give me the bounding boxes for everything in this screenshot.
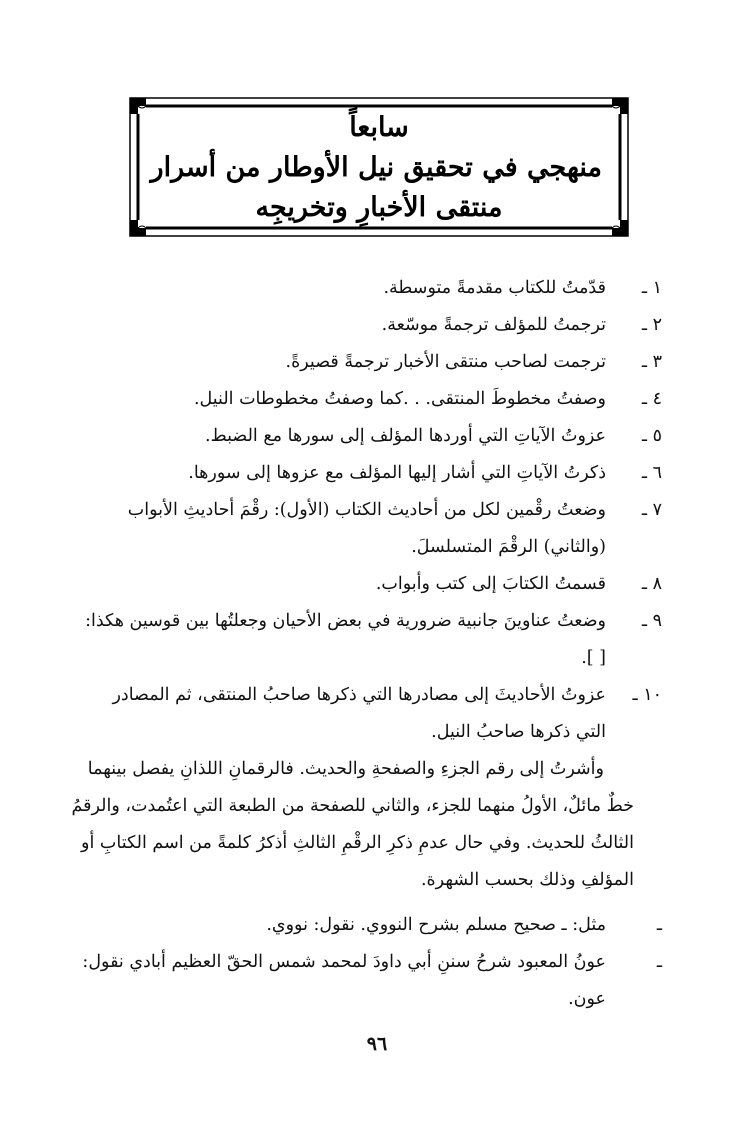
item-number: ١ ـ: [641, 278, 662, 298]
bullet-dash: ـ: [656, 952, 662, 972]
list-item: [62, 307, 662, 344]
item-number: ٧ ـ: [641, 500, 662, 520]
item-text: ترجمت لصاحب منتقى الأخبار ترجمةً قصيرةً.: [285, 352, 606, 372]
bullet-item: [62, 944, 662, 1018]
item-number: ١٠ ـ: [632, 685, 662, 705]
item-text-continued: [ ].: [581, 648, 606, 668]
list-item: [62, 603, 662, 677]
page-number: ٩٦: [366, 1033, 388, 1055]
chapter-title: [150, 108, 602, 228]
item-number: ٢ ـ: [641, 315, 662, 335]
item-number: ٤ ـ: [641, 389, 662, 409]
item-number: ٥ ـ: [641, 426, 662, 446]
item-text: عزوتُ الآياتِ التي أوردها المؤلف إلى سورها مع الضبط.: [204, 426, 606, 446]
item-number: ٦ ـ: [641, 463, 662, 483]
title-line-1: سابعاً: [349, 112, 409, 143]
bullet-text-continued: عون.: [568, 989, 606, 1009]
item-text: وضعتُ عناوينَ جانبية ضرورية في بعض الأحيان وجعلتُها بين قوسين هكذا:: [85, 611, 606, 631]
paragraph-line: خطٌ مائلٌ، الأولُ منهما للجزء، والثاني للصفحة من الطبعة التي اعتُمدت، والرقمُ: [71, 796, 634, 816]
title-line-2: منهجي في تحقيق نيل الأوطار من أسرار: [150, 152, 602, 183]
item-number: ٣ ـ: [641, 352, 662, 372]
item-text: وصفتُ مخطوطَ المنتقى. . .كما وصفتُ مخطوطات النيل.: [193, 389, 606, 409]
paragraph-line: الثالثُ للحديث. وفي حال عدمِ ذكرِ الرقْمِ الثالثِ أذكرُ كلمةً من اسم الكتابِ أو: [81, 833, 634, 853]
list-item: [62, 455, 662, 492]
bullet-dash: ـ: [656, 915, 662, 935]
paragraph-line: وأشرتُ إلى رقم الجزءِ والصفحةِ والحديث. فالرقمانِ اللذانِ يفصل بينهما: [87, 759, 604, 779]
title-line-3: منتقى الأخبارِ وتخريجِه: [255, 192, 503, 223]
list-item: [62, 566, 662, 603]
item-text: عزوتُ الأحاديثَ إلى مصادرها التي ذكرها صاحبُ المنتقى، ثم المصادر: [112, 685, 606, 705]
item-text: ذكرتُ الآياتِ التي أشار إليها المؤلف مع عزوها إلى سورها.: [188, 463, 606, 483]
item-number: ٩ ـ: [641, 611, 662, 631]
paragraph-line: المؤلفِ وذلك بحسب الشهرة.: [420, 870, 634, 890]
bullet-item: [62, 907, 662, 944]
item-text: وضعتُ رقْمين لكل من أحاديث الكتاب (الأول): رقْمَ أحاديثِ الأبواب: [127, 500, 606, 520]
item-text-continued: التي ذكرها صاحبُ النيل.: [431, 722, 606, 742]
item-text: قدّمتُ للكتاب مقدمةً متوسطة.: [383, 278, 606, 298]
item-text-continued: (والثاني) الرقْمَ المتسلسلَ.: [411, 537, 606, 557]
item-text: قسمتُ الكتابَ إلى كتب وأبواب.: [375, 574, 606, 594]
list-item: [62, 344, 662, 381]
list-item: [62, 492, 662, 566]
bullet-text: عونُ المعبود شرحُ سننِ أبي داودَ لمحمد شمس الحقّ العظيم أبادي نقول:: [82, 952, 606, 972]
page-body: [62, 270, 662, 1018]
list-item: [62, 677, 662, 751]
item-number: ٨ ـ: [641, 574, 662, 594]
body-paragraph: [62, 751, 662, 899]
list-item: [62, 418, 662, 455]
item-text: ترجمتُ للمؤلف ترجمةً موسّعة.: [381, 315, 606, 335]
list-item: [62, 270, 662, 307]
list-item: [62, 381, 662, 418]
bullet-text: مثل: ـ صحيح مسلم بشرح النووي. نقول: نووي.: [266, 915, 606, 935]
chapter-title-frame: [128, 96, 630, 238]
